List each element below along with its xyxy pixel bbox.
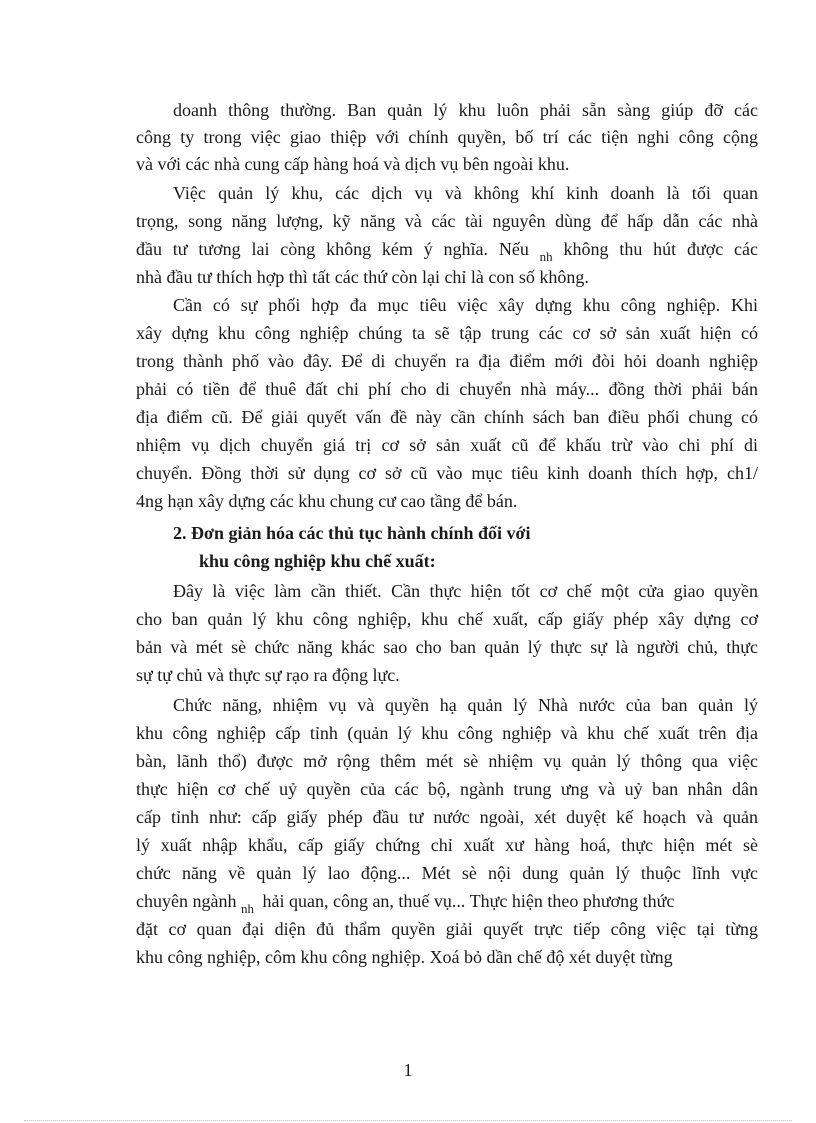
section-heading: khu công nghiệp khu chế xuất: xyxy=(199,551,436,571)
text-fragment: chuyên ngành xyxy=(136,891,237,911)
text-line: khu công nghiệp, côm khu công nghiệp. Xoá bỏ dần chế độ xét duyệt từng xyxy=(136,947,673,967)
section-heading: 2. Đơn giản hóa các thủ tục hành chính đối với xyxy=(173,523,531,543)
text-line: chức năng về quản lý lao động... Mét sè nội dung quản lý thuộc lĩnh vực xyxy=(136,863,758,883)
text-line: 4ng hạn xây dựng các khu chung cư cao tầng để bán. xyxy=(136,491,518,511)
text-fragment: không thu hút được các xyxy=(563,239,759,259)
text-line: chuyển. Đồng thời sử dụng cơ sở cũ vào mục tiêu kinh doanh thích hợp, ch1/ xyxy=(136,463,758,483)
text-line: trong thành phố vào đây. Để di chuyển ra địa điểm mới đòi hỏi doanh nghiệp xyxy=(136,351,758,371)
text-line: trọng, song năng lượng, kỹ năng và các tài nguyên dùng để hấp dẫn các nhà xyxy=(136,211,758,231)
text-line: đặt cơ quan đại diện đủ thẩm quyền giải quyết trực tiếp công việc tại từng xyxy=(136,919,758,939)
text-line: Cần có sự phối hợp đa mục tiêu việc xây dựng khu công nghiệp. Khi xyxy=(173,295,758,315)
text-line: nhiệm vụ dịch chuyển giá trị cơ sở sản xuất cũ để khấu trừ vào chi phí di xyxy=(136,435,758,455)
text-line: Chức năng, nhiệm vụ và quyền hạ quản lý Nhà nước của ban quản lý xyxy=(173,695,758,715)
text-line: địa điểm cũ. Để giải quyết vấn đề này cần chính sách ban điều phối chung có xyxy=(136,407,758,427)
text-line: Việc quản lý khu, các dịch vụ và không khí kinh doanh là tối quan xyxy=(173,183,758,203)
text-line xyxy=(136,887,758,915)
text-line: doanh thông thường. Ban quản lý khu luôn phải sẵn sàng giúp đỡ các xyxy=(173,100,758,120)
text-fragment: hải quan, công an, thuế vụ... Thực hiện theo phương thức xyxy=(262,891,675,911)
page-number: 1 xyxy=(403,1060,413,1080)
text-line: công ty trong việc giao thiệp với chính quyền, bố trí các tiện nghi công cộng xyxy=(136,127,758,147)
text-line: và với các nhà cung cấp hàng hoá và dịch vụ bên ngoài khu. xyxy=(136,154,570,174)
text-line: lý xuất nhập khẩu, cấp giấy chứng chỉ xuất xư hàng hoá, thực hiện mét sè xyxy=(136,835,758,855)
text-line: bàn, lãnh thổ) được mở rộng thêm mét sè nhiệm vụ quản lý thông qua việc xyxy=(136,751,758,771)
text-line xyxy=(136,235,758,263)
text-line: nhà đầu tư thích hợp thì tất các thứ còn lại chỉ là con số không. xyxy=(136,267,589,287)
text-line: thực hiện cơ chế uỷ quyền của các bộ, ngành trung ưng và uỷ ban nhân dân xyxy=(136,779,758,799)
page-bottom-divider xyxy=(24,1120,792,1121)
text-line: sự tự chủ và thực sự rạo ra động lực. xyxy=(136,665,400,685)
text-line: cho ban quản lý khu công nghiệp, khu chế xuất, cấp giấy phép xây dựng cơ xyxy=(136,609,758,629)
text-line: bản và mét sè chức năng khác sao cho ban quản lý thực sự là người chủ, thực xyxy=(136,637,758,657)
text-line: khu công nghiệp cấp tỉnh (quản lý khu công nghiệp và khu chế xuất trên địa xyxy=(136,723,758,743)
subscript-fragment: nh xyxy=(240,901,254,916)
text-line: xây dựng khu công nghiệp chúng ta sẽ tập trung các cơ sở sản xuất hiện có xyxy=(136,323,758,343)
subscript-fragment: nh xyxy=(539,249,553,264)
text-fragment: đầu tư tương lai còng không kém ý nghĩa. Nếu xyxy=(136,239,529,259)
text-line: phải có tiền để thuê đất chi phí cho di chuyển nhà máy... đồng thời phải bán xyxy=(136,379,758,399)
text-line: Đây là việc làm cần thiết. Cần thực hiện tốt cơ chế một cửa giao quyền xyxy=(173,581,758,601)
text-line: cấp tỉnh như: cấp giấy phép đầu tư nước ngoài, xét duyệt kế hoạch và quản xyxy=(136,807,758,827)
